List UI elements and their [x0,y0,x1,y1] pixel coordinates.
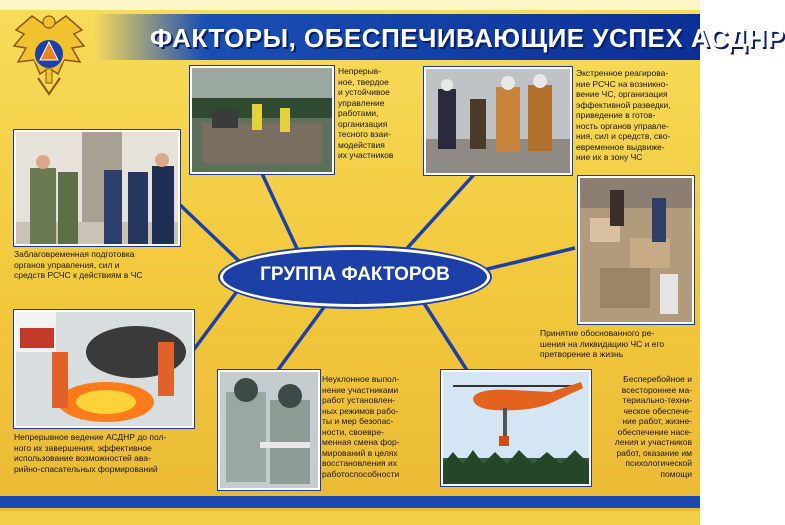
bottom-band-yellow [0,511,700,525]
factor-caption-preparation [14,249,189,281]
caption-text: Непрерывное ведение АСДНР до пол- ного их завершения, эффективное использование возможностей ава- рийно-спасательных формирований [14,432,167,474]
caption-text: Непрерыв- ное, твердое и устойчивое управление работами, организация тесного взаи- модействия их участников [338,66,394,160]
rescuers-work-site-photo-icon [190,66,334,174]
officers-briefing-photo-icon [14,130,180,246]
poster-title: ФАКТОРЫ, ОБЕСПЕЧИВАЮЩИЕ УСПЕХ АСДНР [150,23,785,53]
caption-text: Неуклонное выпол- нение участниками работ установлен- ных режимов рабо- ты и мер безопас- ности, своевре- менная смена фор- мирований в целях восстановления их работоспособности [322,374,400,479]
bottom-band [0,496,700,508]
factor-caption-control [338,66,418,161]
factor-caption-continuous [14,432,214,474]
firefighters-photo-icon [424,67,572,175]
caption-text: Принятие обоснованного ре- шения на ликвидацию ЧС и его претворение в жизнь [540,328,665,359]
caption-text: Экстренное реагирова- ние РСЧС на возникно- вение ЧС, организация эффективной разведки, приведение в готов- ность органов управле- ния, сил и средств, сво- евременное выдвиже- ние их в зону ЧС [576,68,671,162]
factor-caption-decision [540,328,692,360]
fire-extinguishing-photo-icon [14,310,194,428]
rubble-search-photo-icon [578,176,694,324]
caption-text: Заблаговременная подготовка органов управления, сил и средств РСЧС к действиям в ЧС [14,249,143,280]
caption-text: Бесперебойное и всестороннее ма- териально-техни- ческое обеспече- ние работ, жизне- обеспечение насе- ления и участников работ, оказание им психологической помощи [614,374,692,479]
protective-suits-photo-icon [218,370,320,490]
factor-caption-regimes [322,374,414,479]
center-label: ГРУППА ФАКТОРОВ [260,264,450,285]
factor-caption-support [592,374,692,479]
factor-caption-response [576,68,696,163]
helicopter-photo-icon [441,370,591,486]
